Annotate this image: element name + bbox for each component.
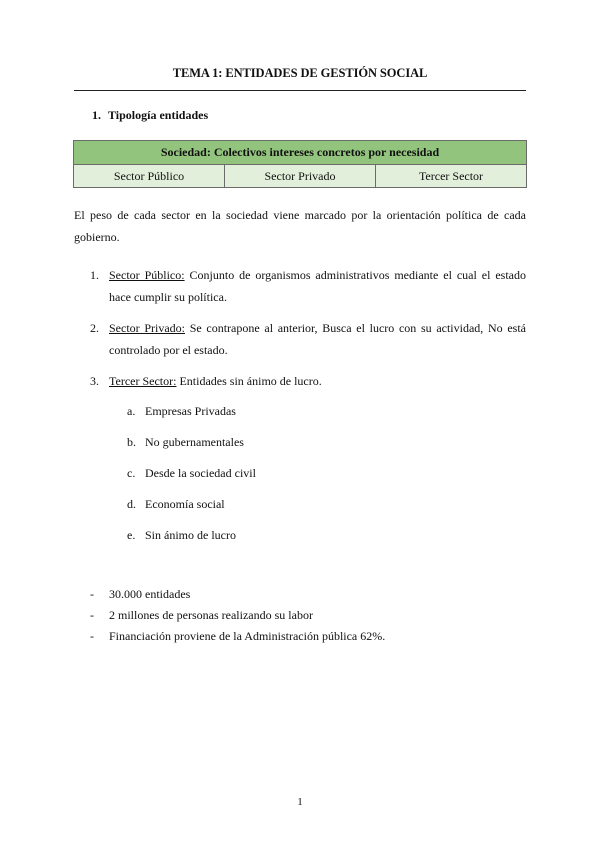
sub-list-marker: c. bbox=[127, 466, 136, 480]
sub-list-item bbox=[74, 431, 256, 462]
table-cell-private: Sector Privado bbox=[225, 165, 376, 188]
table-cell-public: Sector Público bbox=[74, 165, 225, 188]
dash-list bbox=[74, 584, 385, 647]
sub-list-marker: a. bbox=[127, 404, 136, 418]
list-item bbox=[74, 317, 526, 361]
list-term: Tercer Sector: bbox=[109, 374, 177, 388]
dash-marker: - bbox=[90, 629, 94, 643]
table-row bbox=[74, 165, 527, 188]
dash-list-item bbox=[74, 584, 385, 605]
table-cell-third: Tercer Sector bbox=[376, 165, 527, 188]
list-term: Sector Público: bbox=[109, 268, 185, 282]
sub-list-marker: e. bbox=[127, 528, 136, 542]
intro-paragraph: El peso de cada sector en la sociedad viene marcado por la orientación política de cada gobierno. bbox=[74, 208, 526, 244]
dash-list-item bbox=[74, 605, 385, 626]
section-heading bbox=[92, 108, 208, 123]
list-item bbox=[74, 370, 526, 392]
sub-list-item bbox=[74, 493, 256, 524]
sub-list-item bbox=[74, 524, 256, 555]
list-marker: 3. bbox=[90, 374, 99, 388]
sub-list-item bbox=[74, 400, 256, 431]
section-number: 1. bbox=[92, 108, 101, 122]
section-title: Tipología entidades bbox=[108, 108, 209, 122]
sub-list-item bbox=[74, 462, 256, 493]
title-underline bbox=[74, 90, 526, 91]
sub-list-text: No gubernamentales bbox=[145, 435, 244, 449]
list-text: Se contrapone al anterior, Busca el lucro con su actividad, No está controlado por el estado. bbox=[109, 321, 526, 357]
dash-text: Financiación proviene de la Administración pública 62%. bbox=[109, 629, 386, 643]
sub-list-text: Empresas Privadas bbox=[145, 404, 236, 418]
list-term: Sector Privado: bbox=[109, 321, 186, 335]
list-marker: 2. bbox=[90, 321, 99, 335]
dash-list-item bbox=[74, 626, 385, 647]
sub-list-text: Economía social bbox=[145, 497, 225, 511]
sub-list-marker: d. bbox=[127, 497, 136, 511]
numbered-list bbox=[74, 264, 526, 401]
dash-marker: - bbox=[90, 587, 94, 601]
sub-list-marker: b. bbox=[127, 435, 136, 449]
sub-list bbox=[74, 400, 256, 555]
typology-table bbox=[73, 140, 527, 188]
list-text: Entidades sin ánimo de lucro. bbox=[176, 374, 322, 388]
dash-text: 2 millones de personas realizando su labor bbox=[109, 608, 313, 622]
list-text: Conjunto de organismos administrativos mediante el cual el estado hace cumplir su política. bbox=[109, 268, 526, 304]
page-number: 1 bbox=[297, 796, 303, 808]
list-marker: 1. bbox=[90, 268, 99, 282]
document-title: TEMA 1: ENTIDADES DE GESTIÓN SOCIAL bbox=[172, 66, 428, 80]
list-item bbox=[74, 264, 526, 308]
dash-text: 30.000 entidades bbox=[109, 587, 191, 601]
dash-marker: - bbox=[90, 608, 94, 622]
table-header-cell: Sociedad: Colectivos intereses concretos por necesidad bbox=[74, 141, 527, 165]
sub-list-text: Desde la sociedad civil bbox=[145, 466, 256, 480]
sub-list-text: Sin ánimo de lucro bbox=[145, 528, 236, 542]
table-header-row bbox=[74, 141, 527, 165]
